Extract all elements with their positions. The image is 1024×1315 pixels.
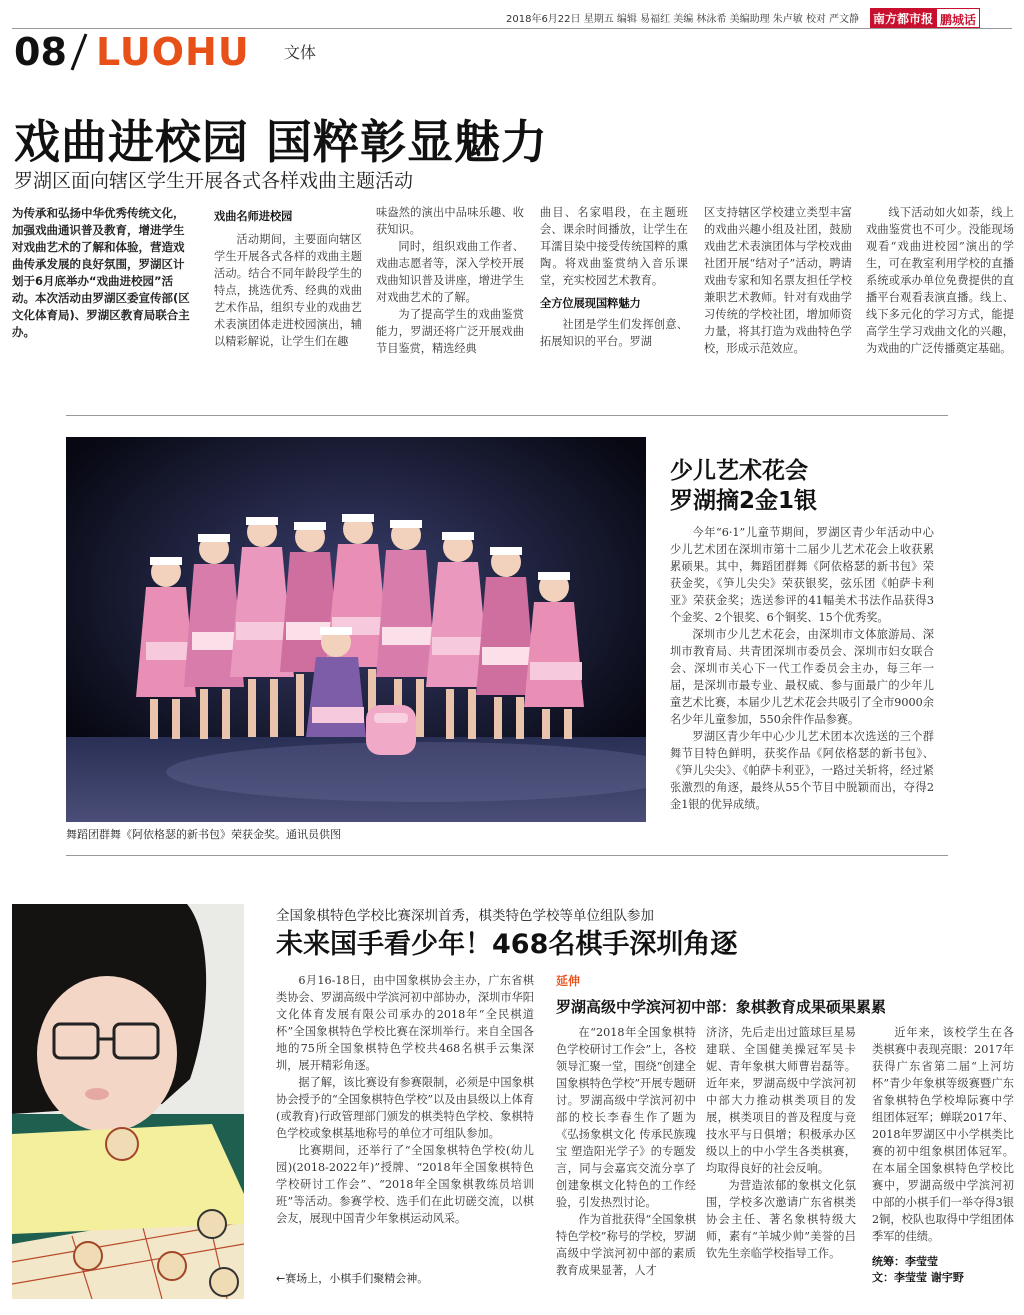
article1-col5-text: 线下活动如火如荼，线上戏曲鉴赏也不可少。没能现场观看“戏曲进校园”演出的学生，可在教室利用学校的直播系统或承办单位免费提供的直播平台观看表演直播。线上、线下多元化的学习方式，能提高学生学习戏曲文化的兴趣，为戏曲的广泛传播奠定基础。 [866,206,1014,355]
newspaper-logo [870,8,1014,28]
article2-headline-line2: 罗湖摘2金1银 [670,488,818,514]
article1-subhead-2: 全方位展现国粹魅力 [540,297,641,310]
article1-subheadline: 罗湖区面向辖区学生开展各式各样戏曲主题活动 [14,170,414,192]
page-number: 08 [14,30,67,74]
dance-stage-illustration [66,437,646,822]
extension-title: 罗湖高级中学滨河初中部：象棋教育成果硕果累累 [556,998,887,1016]
section-label: 文体 [284,43,317,62]
extension-column-1 [556,1024,696,1279]
article1-column-3 [540,204,688,350]
chess-player-photo [12,904,244,1299]
article2-headline [670,456,817,516]
article3-paragraph-1: 6月16-18日，由中国象棋协会主办，广东省棋类协会、罗湖高级中学滨河初中部协办，深圳市华阳文化体育发展有限公司承办的2018年“全民棋道杯”全国象棋特色学校比赛在深圳举行。来自全国各地的75所全国象棋特色学校共468名棋手云集深圳，展开精彩角逐。 [276,974,534,1072]
article1-subhead-1: 戏曲名师进校园 [214,210,293,223]
chess-girl-illustration [12,904,244,1299]
extension-col2-text-a: 济济，先后走出过篮球巨星易建联、全国健美操冠军吴卡妮、青年象棋大师曹岩磊等。近年来，罗湖高级中学滨河初中部大力推动棋类项目的发展，棋类项目的普及程度与竞技水平与日俱增；积极承办区级以上的中小学生各类棋赛，均取得良好的社会反响。 [706,1026,856,1175]
extension-col1-text-b: 作为首批获得“全国象棋特色学校”称号的学校，罗湖高级中学滨河初中部的素质教育成果显著，人才 [556,1213,696,1277]
article3-headline: 未来国手看少年！468名棋手深圳角逐 [276,929,738,960]
article2-paragraph-2: 深圳市少儿艺术花会，由深圳市文体旅游局、深圳市教育局、共青团深圳市委员会、深圳市妇女联合会、深圳市关心下一代工作委员会主办，每三年一届，是深圳市最专业、最权威、参与面最广的少年儿童艺术比赛，本届少儿艺术花会共吸引了全市9000余名少年儿童参加，550余件作品参赛。 [670,628,934,726]
logo-primary: 南方都市报 [870,8,936,28]
article1-headline: 戏曲进校园 国粹彰显魅力 [14,115,549,169]
article1-col2-text-c: 为了提高学生的戏曲鉴赏能力，罗湖还将广泛开展戏曲节目鉴赏，精选经典 [376,308,524,355]
section-divider-1 [66,415,948,416]
article1-column-4 [704,204,852,357]
dance-performance-photo [66,437,646,822]
article1-lead: 为传承和弘扬中华优秀传统文化，加强戏曲通识普及教育，增进学生对戏曲艺术的了解和体验，营造戏曲传承发展的良好氛围，罗湖区计划于6月底举办“戏曲进校园”活动。本次活动由罗湖区委宣传部(区文化体育局)、罗湖区教育局联合主办。 [12,206,190,339]
date-editor-line: 2018年6月22日 星期五 编辑 易福红 美编 林泳希 美编助理 朱卢敏 校对 严文静 [506,14,860,25]
article1-col3-text-b: 社团是学生们发挥创意、拓展知识的平台。罗湖 [540,318,688,348]
article1-column-5 [866,204,1014,357]
extension-column-2 [706,1024,856,1262]
extension-col1-text-a: 在“2018年全国象棋特色学校研讨工作会”上，各校领导汇聚一堂，围绕“创建全国象棋特色学校”开展专题研讨。罗湖高级中学滨河初中部的校长李春生作了题为《弘扬象棋文化 传承民族瑰宝 塑造阳光学子》的专题发言，同与会嘉宾交流分享了创建象棋文化特色的工作经验，引发热烈讨论。 [556,1026,696,1209]
article3-paragraph-3: 比赛期间，还举行了“全国象棋特色学校(幼儿园)(2018-2022年)”授牌、“2018年全国象棋特色学校研讨工作会”、“2018年全国象棋教练员培训班”等活动。参赛学校、选手们在此切磋交流，以棋会友，展现中国青少年象棋运动风采。 [276,1144,534,1225]
article2-body [670,524,934,813]
article2-paragraph-3: 罗湖区青少年中心少儿艺术团本次选送的三个群舞节目特色鲜明，获奖作品《阿依格瑟的新书包》、《笋儿尖尖》、《帕萨卡利亚》，一路过关斩将，经过紧张激烈的角逐，最终从55个节目中脱颖而出，夺得2金1银的优异成绩。 [670,730,934,811]
article1-col2-text-b: 同时，组织戏曲工作者、戏曲志愿者等，深入学校开展戏曲知识普及讲座，增进学生对戏曲艺术的了解。 [376,240,524,304]
article2-headline-line1: 少儿艺术花会 [670,458,808,484]
article1-column-2 [376,204,524,357]
article1-col3-text-a: 曲目、名家唱段，在主题班会、课余时间播放，让学生在耳濡目染中接受传统国粹的熏陶。将戏曲鉴赏纳入音乐课堂，充实校园艺术教育。 [540,206,688,287]
extension-tag: 延伸 [556,974,581,988]
extension-col3-text: 近年来，该校学生在各类棋赛中表现亮眼：2017年获得广东省第二届“上河坊杯”青少年象棋等级赛暨广东省象棋特色学校埠际赛中学组团体冠军；蝉联2017年、2018年罗湖区中小学棋类比赛的初中组象棋团体冠军。在本届全国象棋特色学校比赛中，罗湖高级中学滨河初中部的小棋手们一举夺得3银2铜，校队也取得中学组团体季军的佳绩。 [872,1026,1014,1243]
article3-paragraph-2: 据了解，该比赛设有参赛限制，必须是中国象棋协会授予的“全国象棋特色学校”以及由县级以上体育(或教育)行政管理部门颁发的棋类特色学校、象棋特色学校或象棋基地称号的单位才可组队参加。 [276,1076,534,1140]
article3-kicker: 全国象棋特色学校比赛深圳首秀，棋类特色学校等单位组队参加 [276,908,654,924]
byline [872,1254,1014,1286]
slash-divider-icon [68,30,90,72]
chess-photo-caption: ←赛场上，小棋手们聚精会神。 [276,1272,429,1285]
extension-col2-text-b: 为营造浓郁的象棋文化氛围，学校多次邀请广东省棋类协会主任、著名象棋特级大师，素有“羊城少帅”美誉的吕钦先生亲临学校指导工作。 [706,1179,856,1260]
logo-secondary: 鹏城话 [936,8,980,28]
dance-photo-caption: 舞蹈团群舞《阿依格瑟的新书包》荣获金奖。通讯员供图 [66,828,341,841]
article1-col1-text: 活动期间，主要面向辖区学生开展各式各样的戏曲主题活动。结合不同年龄段学生的特点，挑选优秀、经典的戏曲艺术作品，组织专业的戏曲艺术表演团体走进校园演出，辅以精彩解说，让学生们在趣 [214,233,362,348]
byline-editor: 统筹：李莹莹 [872,1255,938,1268]
section-brand: LUOHU [96,30,250,74]
article1-col4-text: 区支持辖区学校建立类型丰富的戏曲兴趣小组及社团，鼓励戏曲艺术表演团体与学校戏曲社团开展“结对子”活动，聘请戏曲专家和知名票友担任学校兼职艺术教师。针对有戏曲学习传统的学校社团，增加师资力量，将其打造为戏曲特色学校，形成示范效应。 [704,206,852,355]
article2-paragraph-1: 今年“6·1”儿童节期间，罗湖区青少年活动中心少儿艺术团在深圳市第十二届少儿艺术花会上收获累累硕果。其中，舞蹈团群舞《阿依格瑟的新书包》荣获金奖，《笋儿尖尖》荣获银奖，弦乐团《帕萨卡利亚》荣获金奖；选送参评的41幅美术书法作品获得3个金奖、2个银奖、6个铜奖、15个优秀奖。 [670,526,934,624]
extension-column-3 [872,1024,1014,1245]
article3-body [276,972,534,1227]
article1-column-1 [214,208,362,350]
article1-col2-text-a: 味盎然的演出中品味乐趣、收获知识。 [376,206,524,236]
section-divider-2 [66,855,948,856]
header-rule [12,28,1012,29]
byline-writer: 文：李莹莹 谢宇野 [872,1271,964,1284]
